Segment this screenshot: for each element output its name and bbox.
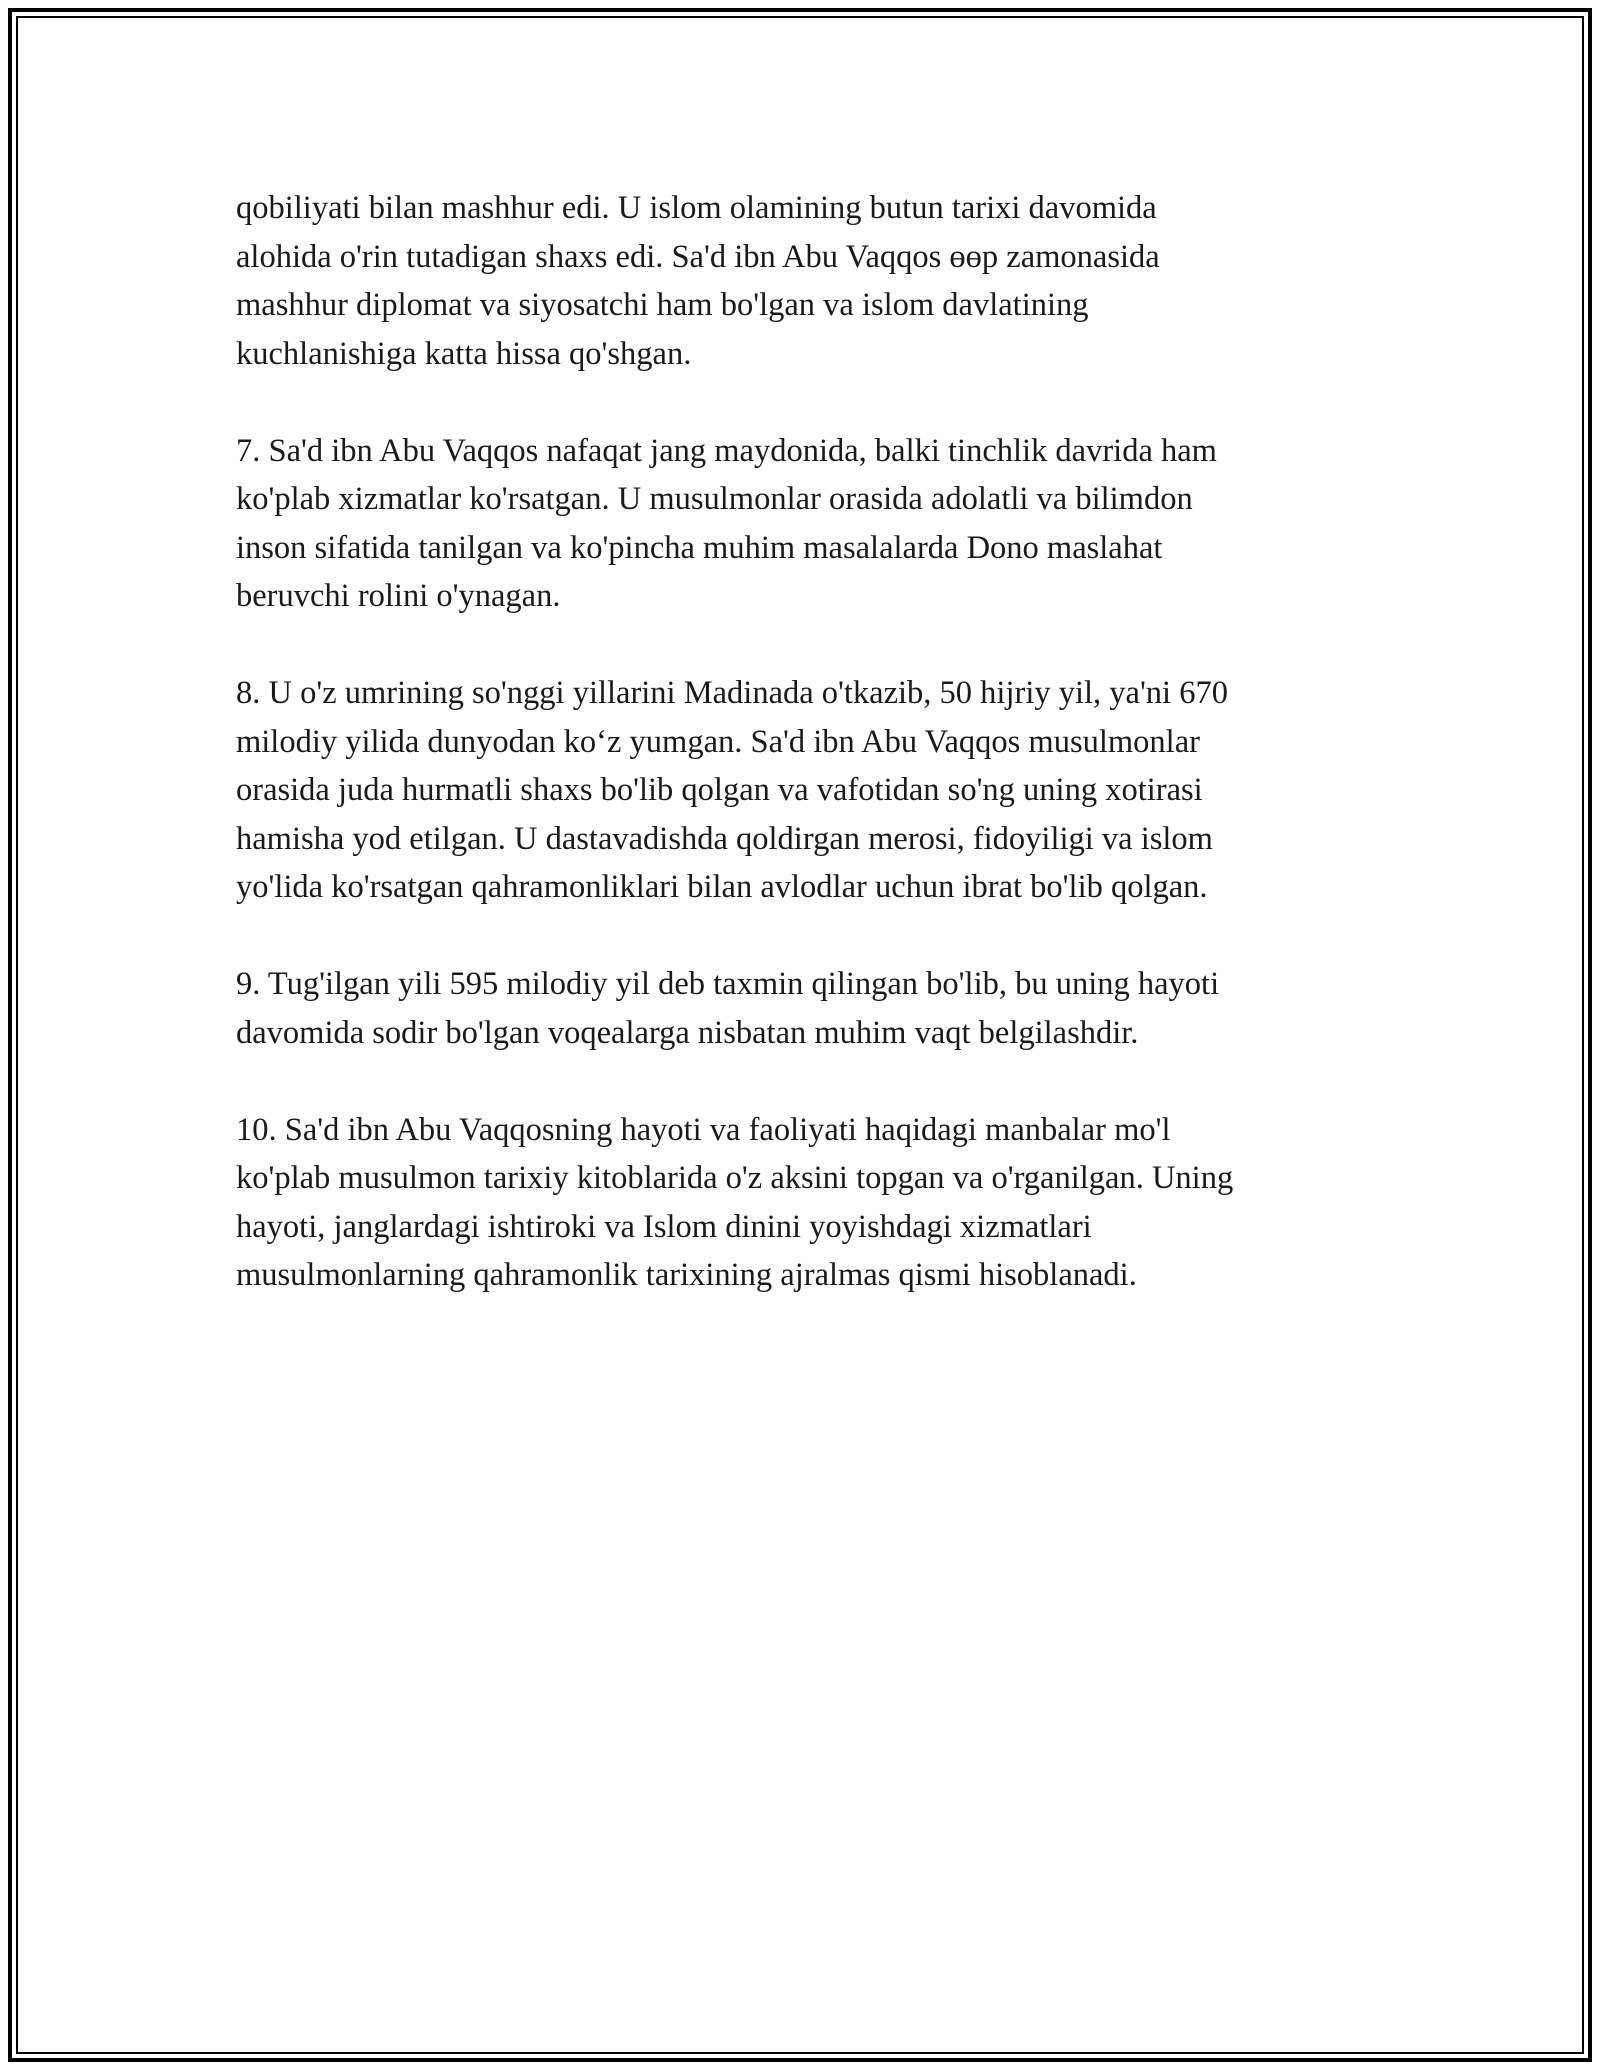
document-body [236, 184, 1416, 1348]
text-line: beruvchi rolini o'ynagan. [236, 578, 561, 614]
text-line: musulmonlarning qahramonlik tarixining ajralmas qismi hisoblanadi. [236, 1257, 1137, 1293]
text-line: 7. Sa'd ibn Abu Vaqqos nafaqat jang maydonida, balki tinchlik davrida ham [236, 432, 1217, 469]
text-line: orasida juda hurmatli shaxs bo'lib qolgan va vafotidan so'ng uning xotirasi [236, 772, 1203, 808]
text-line: hamisha yod etilgan. U dastavadishda qoldirgan merosi, fidoyiligi va islom [236, 820, 1213, 857]
text-line: qobiliyati bilan mashhur edi. U islom olamining butun tarixi davomida [236, 190, 1157, 226]
text-line: ko'plab musulmon tarixiy kitoblarida o'z aksini topgan va o'rganilgan. Uning [236, 1160, 1234, 1196]
paragraph-item-8 [236, 669, 1416, 912]
text-line: mashhur diplomat va siyosatchi ham bo'lgan va islom davlatining [236, 287, 1089, 323]
paragraph-item-10 [236, 1106, 1416, 1300]
text-line: kuchlanishiga katta hissa qo'shgan. [236, 335, 692, 372]
text-line: inson sifatida tanilgan va ko'pincha muhim masalalarda Dono maslahat [236, 529, 1163, 566]
text-line: 9. Tug'ilgan yili 595 milodiy yil deb taxmin qilingan bo'lib, bu uning hayoti [236, 966, 1220, 1002]
paragraph-continuation [236, 184, 1416, 378]
text-line: 8. U o'z umrining so'nggi yillarini Madinada o'tkazib, 50 hijriy yil, ya'ni 670 [236, 675, 1228, 711]
text-line: 10. Sa'd ibn Abu Vaqqosning hayoti va faoliyati haqidagi manbalar mo'l [236, 1111, 1171, 1148]
paragraph-item-7 [236, 427, 1416, 621]
text-line: milodiy yilida dunyodan ko‘z yumgan. Sa'd ibn Abu Vaqqos musulmonlar [236, 723, 1200, 760]
text-line: hayoti, janglardagi ishtiroki va Islom dinini yoyishdagi xizmatlari [236, 1208, 1092, 1245]
text-line: yo'lida ko'rsatgan qahramonliklari bilan avlodlar uchun ibrat bo'lib qolgan. [236, 869, 1208, 905]
text-line: davomida sodir bo'lgan voqealarga nisbatan muhim vaqt belgilashdir. [236, 1014, 1139, 1051]
text-line: ko'plab xizmatlar ko'rsatgan. U musulmonlar orasida adolatli va bilimdon [236, 481, 1193, 517]
paragraph-item-9 [236, 960, 1416, 1057]
text-line: alohida o'rin tutadigan shaxs edi. Sa'd ibn Abu Vaqqos өөр zamonasida [236, 238, 1160, 275]
